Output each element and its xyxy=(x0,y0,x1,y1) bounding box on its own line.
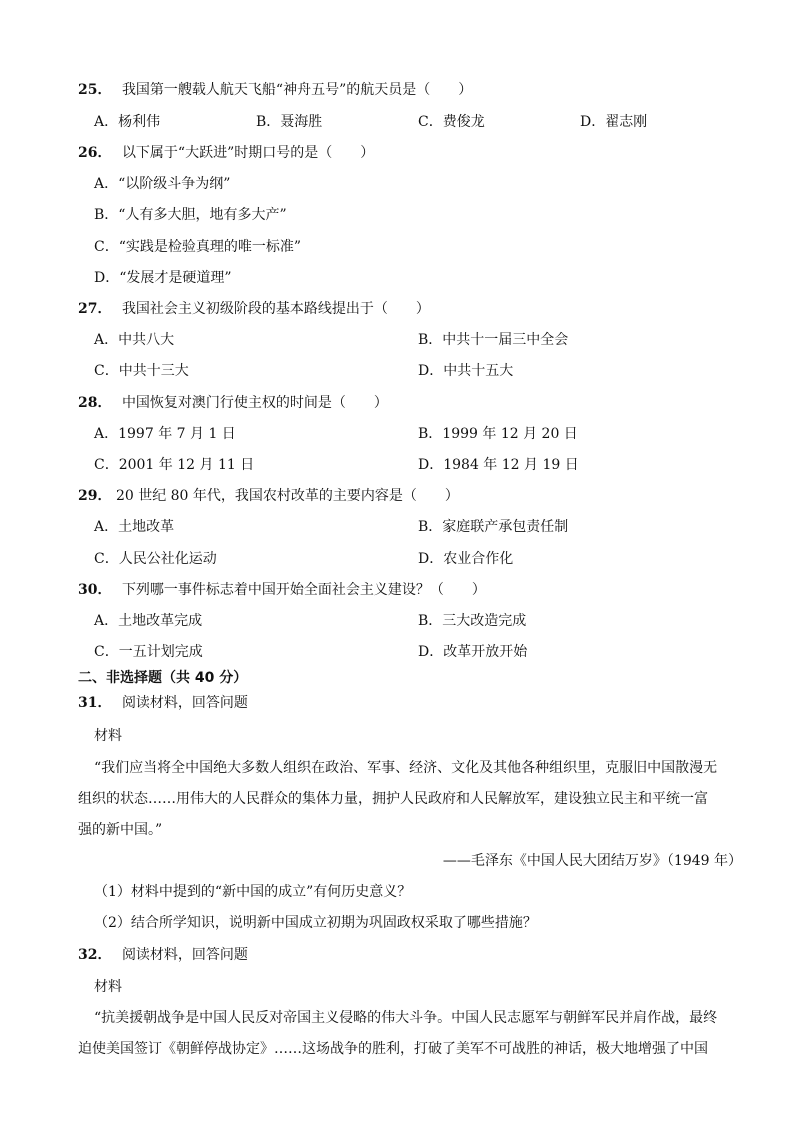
option-c: C．“实践是检验真理的唯一标准” xyxy=(94,239,302,255)
material-text-line: 强的新中国。” xyxy=(78,822,163,838)
material-label: 材料 xyxy=(94,728,122,744)
question-25-stem xyxy=(78,80,472,100)
option-d: D．“发展才是硬道理” xyxy=(94,270,232,286)
material-label: 材料 xyxy=(94,979,122,995)
option-b: B．家庭联产承包责任制 xyxy=(418,519,569,535)
material-attribution: ——毛泽东《中国人民大团结万岁》（1949 年） xyxy=(442,853,742,869)
option-a: A．杨利伟 xyxy=(94,114,161,130)
option-b: B．中共十一届三中全会 xyxy=(418,332,569,348)
question-number: 25． xyxy=(78,82,112,98)
question-text: 20 世纪 80 年代，我国农村改革的主要内容是（ ） xyxy=(115,488,459,504)
question-32-stem xyxy=(78,945,248,965)
question-text: 阅读材料，回答问题 xyxy=(121,947,248,963)
material-text-line: “我们应当将全中国绝大多数人组织在政治、军事、经济、文化及其他各种组织里，克服旧中国散漫无 xyxy=(94,760,718,776)
section-heading: 二、非选择题（共 40 分） xyxy=(78,670,248,686)
material-text-line: 组织的状态……用伟大的人民群众的集体力量，拥护人民政府和人民解放军，建设独立民主和平统一富 xyxy=(78,791,708,807)
material-text-line: “抗美援朝战争是中国人民反对帝国主义侵略的伟大斗争。中国人民志愿军与朝鲜军民并肩作战，最终 xyxy=(94,1010,718,1026)
material-text-line: 迫使美国签订《朝鲜停战协定》……这场战争的胜利，打破了美军不可战胜的神话，极大地增强了中国 xyxy=(78,1041,708,1057)
sub-question-2: （2）结合所学知识，说明新中国成立初期为巩固政权采取了哪些措施？ xyxy=(94,915,537,931)
option-d: D．1984 年 12 月 19 日 xyxy=(418,457,579,473)
option-b: B．1999 年 12 月 20 日 xyxy=(418,426,578,442)
question-text: 我国社会主义初级阶段的基本路线提出于（ ） xyxy=(121,301,430,317)
question-28-stem xyxy=(78,393,388,413)
option-a: A．“以阶级斗争为纲” xyxy=(94,176,231,192)
option-d: D．改革开放开始 xyxy=(418,644,528,660)
question-text: 阅读材料，回答问题 xyxy=(121,695,248,711)
question-number: 29． xyxy=(78,488,112,504)
option-d: D．中共十五大 xyxy=(418,363,514,379)
sub-question-1: （1）材料中提到的“新中国的成立”有何历史意义？ xyxy=(94,884,412,900)
question-text: 我国第一艘载人航天飞船“神舟五号”的航天员是（ ） xyxy=(121,82,473,98)
question-text: 下列哪一事件标志着中国开始全面社会主义建设？（ ） xyxy=(121,582,486,598)
option-c: C．费俊龙 xyxy=(418,114,485,130)
question-number: 26． xyxy=(78,145,112,161)
question-number: 31． xyxy=(78,695,112,711)
question-number: 32． xyxy=(78,947,112,963)
option-a: A．土地改革完成 xyxy=(94,613,203,629)
question-29-stem xyxy=(78,486,459,506)
question-number: 27． xyxy=(78,301,112,317)
option-c: C．人民公社化运动 xyxy=(94,551,217,567)
option-a: A．1997 年 7 月 1 日 xyxy=(94,426,236,442)
question-27-stem xyxy=(78,299,430,319)
option-b: B．聂海胜 xyxy=(256,114,323,130)
option-c: C．一五计划完成 xyxy=(94,644,203,660)
option-d: D．翟志刚 xyxy=(580,114,648,130)
question-26-stem xyxy=(78,143,374,163)
option-c: C．2001 年 12 月 11 日 xyxy=(94,457,255,473)
question-text: 中国恢复对澳门行使主权的时间是（ ） xyxy=(121,395,388,411)
option-b: B．三大改造完成 xyxy=(418,613,527,629)
option-b: B．“人有多大胆，地有多大产” xyxy=(94,207,287,223)
option-c: C．中共十三大 xyxy=(94,363,189,379)
option-a: A．中共八大 xyxy=(94,332,175,348)
question-text: 以下属于“大跃进”时期口号的是（ ） xyxy=(121,145,375,161)
question-number: 30． xyxy=(78,582,112,598)
option-a: A．土地改革 xyxy=(94,519,175,535)
question-31-stem xyxy=(78,693,248,713)
option-d: D．农业合作化 xyxy=(418,551,514,567)
question-number: 28． xyxy=(78,395,112,411)
question-30-stem xyxy=(78,580,486,600)
